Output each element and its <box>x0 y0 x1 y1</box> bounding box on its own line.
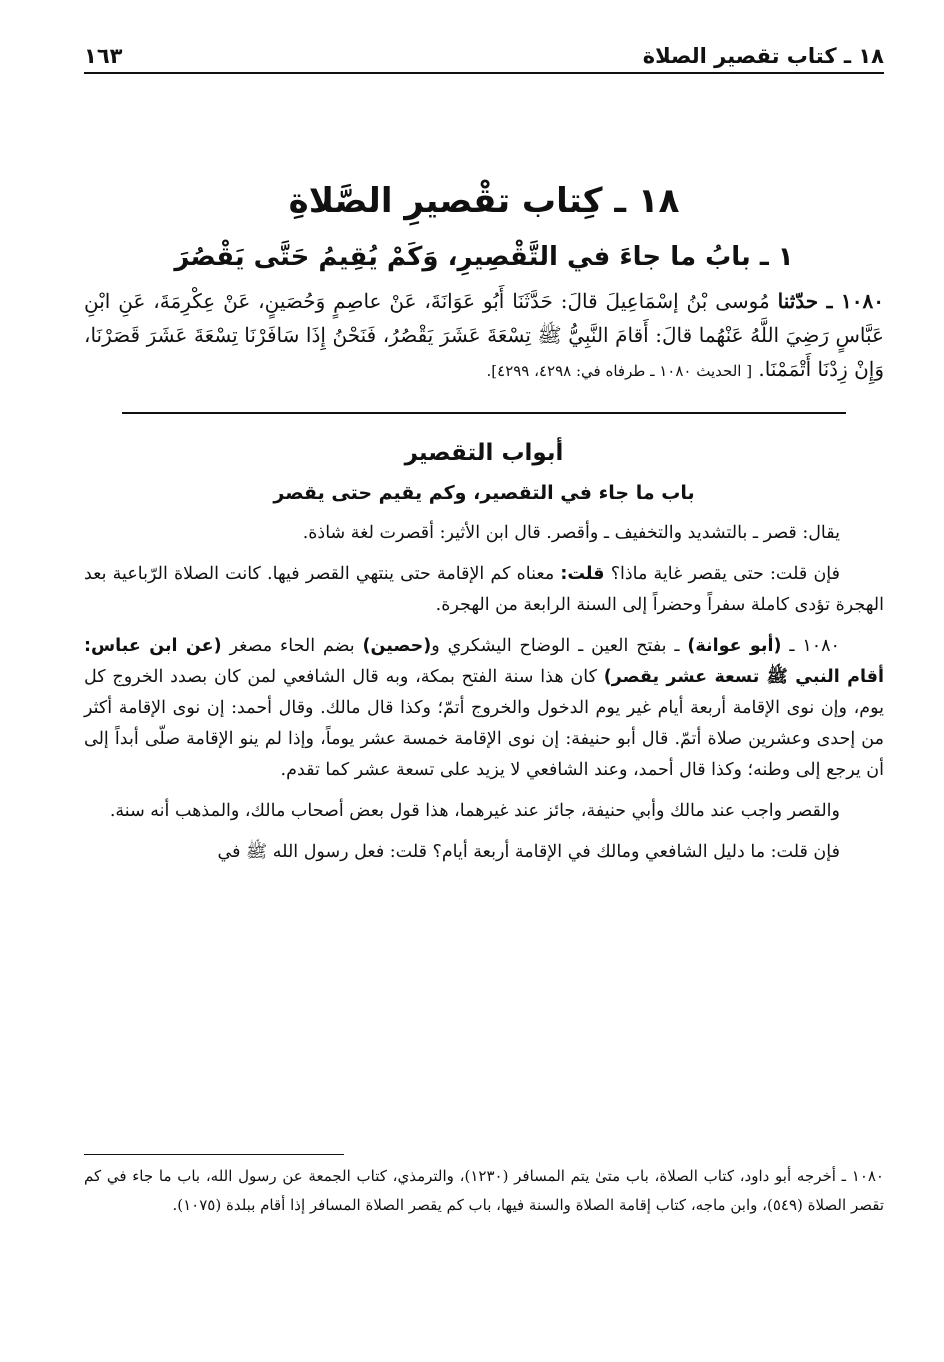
chapter-title: ١ ـ بابُ ما جاءَ في التَّقْصِيرِ، وَكَمْ يُقِيمُ حَتَّى يَقْصُرَ <box>174 242 794 272</box>
p2-answer-label: قلت: <box>560 564 605 584</box>
p3-text-1: ـ بفتح العين ـ الوضاح اليشكري و <box>431 636 680 656</box>
commentary-paragraph-4: والقصر واجب عند مالك وأبي حنيفة، جائز عند غيرهما، هذا قول بعض أصحاب مالك، والمذهب أنه سنة. <box>109 801 840 821</box>
p3-quote: (عن ابن عباس: أقام النبي ﷺ تسعة عشر يقصر) <box>84 636 884 687</box>
p3-text-3: كان هذا سنة الفتح بمكة، وبه قال الشافعي لمن كان بصدد الخروج كل يوم، وإن نوى الإقامة أربعة أيام غير يوم الدخول والخروج أتمّ؛ وكذا قال مالك. وقال أحمد: إن نوى الإقامة أكثر من إحدى وعشرين صلاة أتمّ. قال أبو حنيفة: إن نوى الإقامة خمسة عشر يوماً، وإذا لم ينو الإقامة صلّى أبداً إلى أن يرجع إلى وطنه؛ وكذا قال أحمد، وعند الشافعي لا يزيد على تسعة عشر كما تقدم. <box>84 667 884 780</box>
commentary-title: أبواب التقصير <box>404 440 564 466</box>
hadith-reference: [ الحديث ١٠٨٠ ـ طرفاه في: ٤٢٩٨، ٤٢٩٩]. <box>486 362 753 380</box>
commentary-subtitle: باب ما جاء في التقصير، وكم يقيم حتى يقصر <box>273 482 695 504</box>
p3-text-2: بضم الحاء مصغر <box>229 636 355 656</box>
footnote: ١٠٨٠ ـ أخرجه أبو داود، كتاب الصلاة، باب متىٰ يتم المسافر (١٢٣٠)، والترمذي، كتاب الجمعة عن رسول الله، باب ما جاء في كم تقصر الصلاة (٥٤٩)، وابن ماجه، كتاب إقامة الصلاة والسنة فيها، باب كم يقصر الصلاة المسافر إذا أقام ببلدة (١٠٧٥). <box>84 1167 884 1214</box>
running-header-chapter: ١٨ ـ كتاب تقصير الصلاة <box>642 44 884 68</box>
commentary-paragraph-1: يقال: قصر ـ بالتشديد والتخفيف ـ وأقصر. قال ابن الأثير: أقصرت لغة شاذة. <box>302 523 840 543</box>
p3-number: ١٠٨٠ ـ <box>789 636 840 656</box>
p2-question: فإن قلت: حتى يقصر غاية ماذا؟ <box>610 564 840 584</box>
running-header <box>84 28 884 74</box>
hadith-text <box>84 284 884 388</box>
commentary-paragraph-5: فإن قلت: ما دليل الشافعي ومالك في الإقامة أربعة أيام؟ قلت: فعل رسول الله ﷺ في <box>217 842 840 862</box>
page-number: ١٦٣ <box>84 44 123 68</box>
p3-term-husayn: (حصين) <box>362 636 432 656</box>
book-page <box>84 28 884 1348</box>
book-title: ١٨ ـ كِتاب تقْصيرِ الصَّلاةِ <box>288 181 680 221</box>
section-divider <box>122 412 846 414</box>
commentary-paragraph-3 <box>84 631 884 786</box>
commentary-paragraph-2 <box>84 559 884 621</box>
hadith-body: مُوسى بْنُ إسْمَاعِيلَ قالَ: حَدَّثَنَا أَبُو عَوَانَةَ، عَنْ عاصِمٍ وَحُصَينٍ، عَنْ عِكْرِمَةَ، عَنِ ابْنِ عَبَّاسٍ رَضِيَ اللَّهُ عَنْهُما قالَ: أَقامَ النَّبِيُّ ﷺ تِسْعَةَ عَشَرَ يَقْصُرُ، فَنَحْنُ إِذَا سَافَرْنَا تِسْعَةَ عَشَرَ قَصَرْنَا، وَإِنْ زِدْنَا أَتْمَمْنَا. <box>84 289 884 381</box>
p3-term-abu-awana: (أبو عوانة) <box>687 636 782 656</box>
p2-answer: معناه كم الإقامة حتى ينتهي القصر فيها. كانت الصلاة الرّباعية بعد الهجرة تؤدى كاملة سفراً وحضراً إلى السنة الرابعة من الهجرة. <box>84 564 884 615</box>
footnote-rule <box>84 1154 344 1155</box>
hadith-number: ١٠٨٠ ـ حدّثنا <box>777 289 885 313</box>
